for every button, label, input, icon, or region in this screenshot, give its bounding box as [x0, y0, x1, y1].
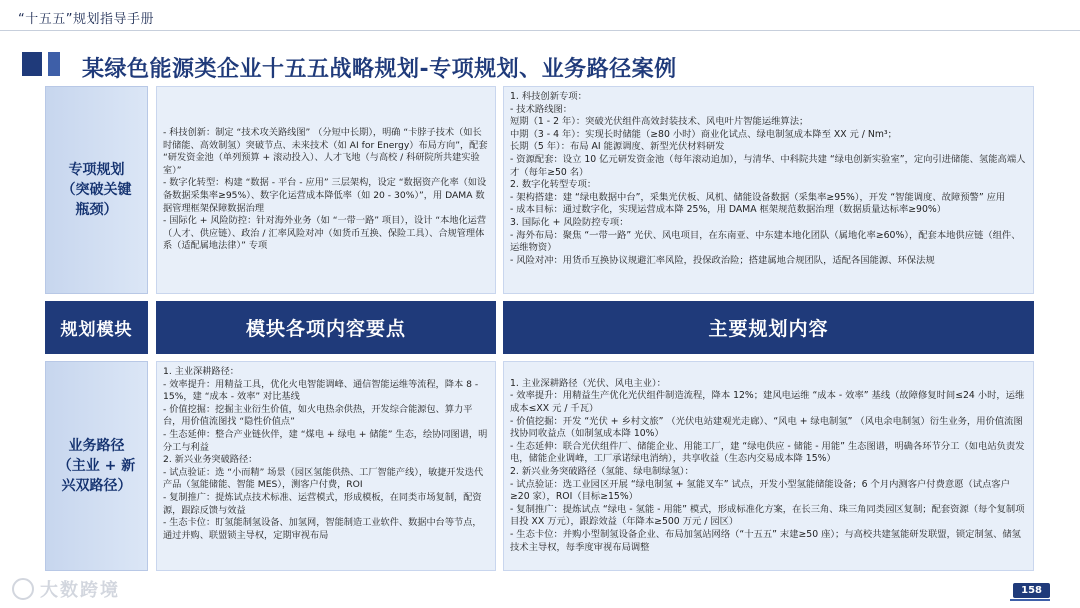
text-line: - 复制推广：提炼试点技术标准、运营模式，形成模板，在同类市场复制，配资源，跟踪反馈与效益 [163, 491, 482, 516]
watermark-logo-icon [12, 578, 34, 600]
text-line: - 架构搭建：建 “绿电数据中台”，采集光伏板、风机、储能设备数据（采集率≥95%），开发 “智能调度、故障预警” 应用 [510, 191, 1006, 203]
title-decoration [22, 52, 60, 76]
special-planning-main-content [503, 86, 1034, 294]
text-line: 1. 主业深耕路径（光伏、风电主业）： [510, 377, 666, 389]
text-line: 3. 国际化 + 风险防控专项： [510, 216, 629, 228]
text-line: - 国际化 + 风险防控：针对海外业务（如 “一带一路” 项目），设计 “本地化运营（人才、供应链）、政治 / 汇率风险对冲（如货币互换、保险工具）、合规管理体系（适配属地法律）” 专项 [163, 215, 487, 252]
text-line: - 价值挖掘：开发 “光伏 + 乡村文旅” （光伏电站建观光走廊）、“风电 + 绿电制氢” （风电余电制氢）衍生业务，用价值流图找协同收益点（如制氢成本降 10%） [510, 415, 1023, 440]
text-line: - 技术路线图： [510, 103, 573, 115]
label-line: 瓶颈） [75, 202, 118, 218]
text-line: - 资源配套：设立 10 亿元研发资金池（每年滚动追加），与清华、中科院共建 “绿电创新实验室”，定向引进储能、氢能高端人才（每年≥50 名） [510, 153, 1026, 178]
document-header: “十五五”规划指导手册 [18, 12, 154, 27]
text-line: - 数字化转型：构建 “数据 - 平台 - 应用” 三层架构，设定 “数据资产化率（如设备数据采集率≥95%）、数字化运营成本降低率（如 20 - 30%）”，用 DAMA 数据管理框架保障数据治理 [163, 177, 487, 214]
text-line: - 海外布局：聚焦 “一带一路” 光伏、风电项目，在东南亚、中东建本地化团队（属地化率≥60%），配套本地供应链（组件、运维物资） [510, 229, 1021, 254]
text-line: - 风险对冲：用货币互换协议规避汇率风险，投保政治险；搭建属地合规团队，适配各国能源、环保法规 [510, 254, 935, 266]
band-main-content-header: 主要规划内容 [503, 301, 1034, 354]
text-line: - 生态卡位：并购小型制氢设备企业、布局加氢站网络（“十五五” 末建≥50 座）；与高校共建氢能研发联盟，锁定制氢、储氢技术主导权，每季度审视布局调整 [510, 528, 1021, 553]
header-rule [0, 30, 1080, 31]
label-line: 兴双路径） [61, 478, 132, 494]
text-line: 1. 主业深耕路径： [163, 366, 239, 377]
text-line: - 生态延伸：整合产业链伙伴，建 “煤电 + 绿电 + 储能” 生态，绘协同图谱，明分工与利益 [163, 428, 488, 453]
label-line: 专项规划 [68, 162, 125, 178]
text-line: - 价值挖掘：挖掘主业衍生价值，如火电热余供热，开发综合能源包、算力平台，用价值流图找 “隐性价值点” [163, 403, 473, 428]
text-line: 中期（3 - 4 年）：实现长时储能（≥80 小时）商业化试点、绿电制氢成本降至 XX 元 / Nm³； [510, 128, 897, 140]
text-line: 短期（1 - 2 年）：突破光伏组件高效封装技术、风电叶片智能运维算法； [510, 116, 809, 128]
label-business-path [45, 361, 148, 571]
text-line: 长期（5 年）：布局 AI 能源调度、新型光伏材料研发 [510, 141, 725, 153]
text-line: - 试点验证：选 “小而精” 场景（园区氢能供热、工厂智能产线），敏捷开发迭代产品（氢能储能、智能 MES），测客户付费，ROI [163, 466, 484, 491]
watermark [12, 576, 120, 602]
title-block-light [48, 52, 60, 76]
text-line: - 效率提升：用精益生产优化光伏组件制造流程，降本 12%；建风电运维 “成本 - 效率” 基线（故障修复时间≤24 小时，运维成本≤XX 元 / 千瓦） [510, 390, 1025, 415]
text-line: - 生态卡位：盯氢能制氢设备、加氢网，智能制造工业软件、数据中台等节点，通过并购、联盟锁主导权，定期审视布局 [163, 517, 482, 541]
page-number: 158 [1013, 583, 1050, 598]
text-line: 1. 科技创新专项： [510, 91, 587, 102]
watermark-text: 大数跨境 [40, 580, 120, 601]
text-line: - 科技创新：制定 “技术攻关路线图” （分短中长期），明确 “卡脖子技术（如长时储能、高效制氢）突破节点、未来技术（如 AI for Energy）布局方向”，配套 “研发资金池（单列预算 + 滚动投入）、人才飞地（与高校 / 科研院所共建实验室）” [163, 127, 488, 176]
business-path-key-points [156, 361, 496, 571]
text-line: - 效率提升：用精益工具，优化火电智能调峰、通信智能运维等流程，降本 8 - 15%，建 “成本 - 效率” 对比基线 [163, 378, 479, 403]
business-path-main-content [503, 361, 1034, 571]
label-line: 业务路径 [68, 438, 125, 454]
text-line: - 成本目标：通过数字化，实现运营成本降 25%，用 DAMA 框架规范数据治理（数据质量达标率≥90%） [510, 204, 947, 216]
label-line: （主业 + 新 [57, 458, 136, 474]
page-number-underline [1010, 599, 1050, 601]
text-line: - 试点验证：选工业园区开展 “绿电制氢 + 氢能叉车” 试点，开发小型氢能储能设备；6 个月内测客户付费意愿（试点客户≥20 家），ROI（目标≥15%） [510, 478, 1010, 503]
label-special-planning [45, 86, 148, 294]
text-line: 2. 新兴业务突破路径： [163, 454, 258, 466]
title-block-dark [22, 52, 42, 76]
band-key-points-header: 模块各项内容要点 [156, 301, 496, 354]
page-title: 某绿色能源类企业十五五战略规划-专项规划、业务路径案例 [82, 57, 677, 82]
label-line: （突破关键 [61, 182, 132, 198]
special-planning-key-points [156, 86, 496, 294]
text-line: 2. 数字化转型专项： [510, 179, 597, 191]
text-line: 2. 新兴业务突破路径（氢能、绿电制绿氢）： [510, 466, 694, 477]
text-line: - 生态延伸：联合光伏组件厂、储能企业、用能工厂，建 “绿电供应 - 储能 - 用能” 生态图谱，明确各环节分工（如电站负责发电，储能企业调峰，工厂承诺绿电消纳），共享收益（生态内交易成本降 15%） [510, 440, 1025, 465]
text-line: - 复制推广：提炼试点 “绿电 - 氢能 - 用能” 模式，形成标准化方案，在长三角、珠三角同类园区复制；配套资源（每个复制项目投 XX 万元），跟踪效益（年降本≥500 万元 / 园区） [510, 503, 1025, 528]
band-planning-module: 规划模块 [45, 301, 148, 354]
